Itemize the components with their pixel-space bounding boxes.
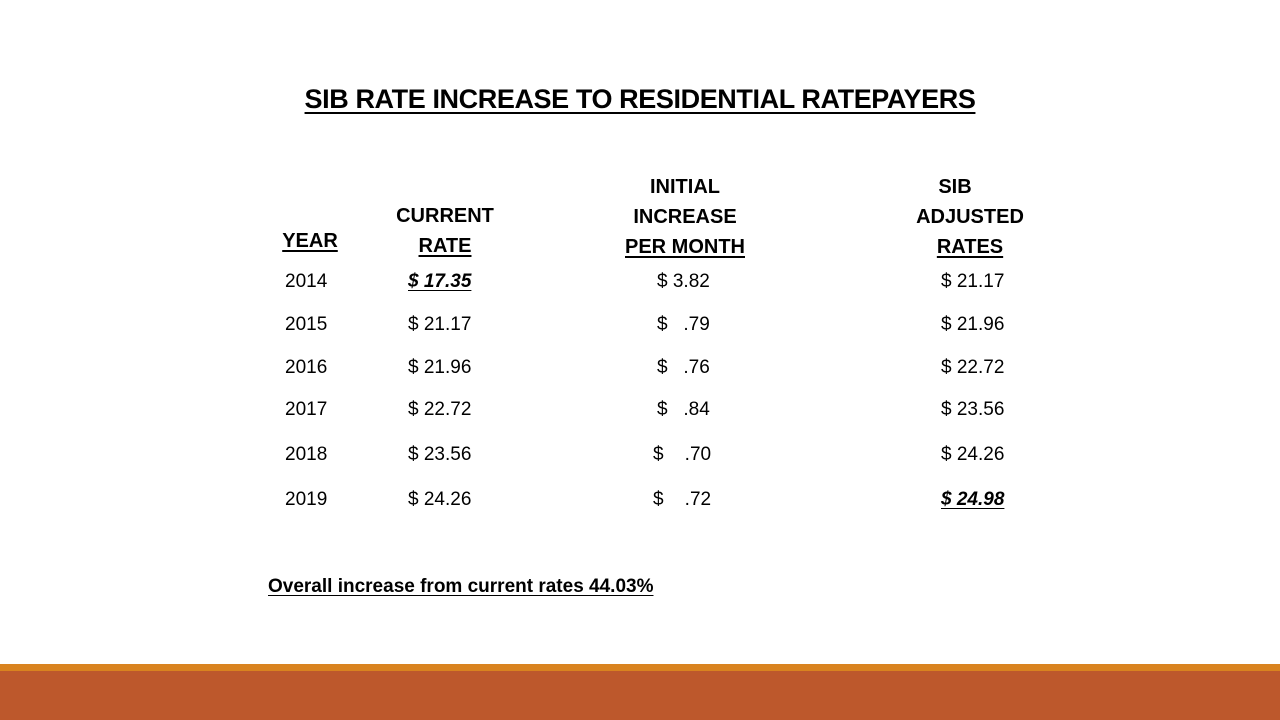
table-row-increase: $ .76: [657, 357, 710, 378]
header-current-rate: [385, 201, 505, 261]
table-row-current-rate: $ 23.56: [408, 444, 472, 465]
footer-bar: [0, 671, 1280, 720]
header-sib-adjusted: [900, 172, 1040, 262]
table-row-increase: $ .79: [657, 314, 710, 335]
footer-accent-line: [0, 664, 1280, 671]
table-row-increase: $ .84: [657, 399, 710, 420]
header-initial-increase: [600, 172, 770, 262]
table-row-current-rate: $ 22.72: [408, 399, 472, 420]
header-year-label: YEAR: [282, 230, 338, 252]
table-row-year: 2018: [285, 444, 328, 465]
table-row-adjusted-rate: $ 21.17: [941, 271, 1005, 292]
table-row-increase: $ 3.82: [657, 271, 710, 292]
header-sib-line2: ADJUSTED: [916, 206, 1024, 228]
header-initial-line2: INCREASE: [633, 206, 737, 228]
table-row-current-rate: $ 21.96: [408, 357, 472, 378]
page-title: SIB RATE INCREASE TO RESIDENTIAL RATEPAYERS: [304, 84, 976, 114]
table-row-adjusted-rate: $ 21.96: [941, 314, 1005, 335]
table-row-adjusted-rate: $ 24.26: [941, 444, 1005, 465]
table-row-year: 2017: [285, 399, 328, 420]
table-row-year: 2015: [285, 314, 328, 335]
table-row-current-rate: $ 24.26: [408, 489, 472, 510]
table-row-increase: $ .70: [653, 444, 712, 465]
table-row-current-rate: $ 21.17: [408, 314, 472, 335]
header-initial-line3: PER MONTH: [625, 236, 745, 258]
table-row-current-rate: $ 17.35: [408, 271, 472, 292]
header-current-line2: RATE: [418, 235, 472, 257]
header-initial-line1: INITIAL: [650, 176, 720, 198]
table-row-year: 2019: [285, 489, 328, 510]
table-row-adjusted-rate: $ 24.98: [941, 489, 1005, 510]
header-year: [270, 230, 350, 253]
table-row-adjusted-rate: $ 22.72: [941, 357, 1005, 378]
table-row-adjusted-rate: $ 23.56: [941, 399, 1005, 420]
header-sib-line3: RATES: [936, 236, 1004, 258]
header-current-line1: CURRENT: [396, 205, 494, 227]
header-sib-line1: SIB: [938, 176, 972, 198]
table-row-year: 2016: [285, 357, 328, 378]
table-row-increase: $ .72: [653, 489, 712, 510]
overall-increase-summary: Overall increase from current rates 44.03%: [268, 576, 654, 597]
table-row-year: 2014: [285, 271, 328, 292]
